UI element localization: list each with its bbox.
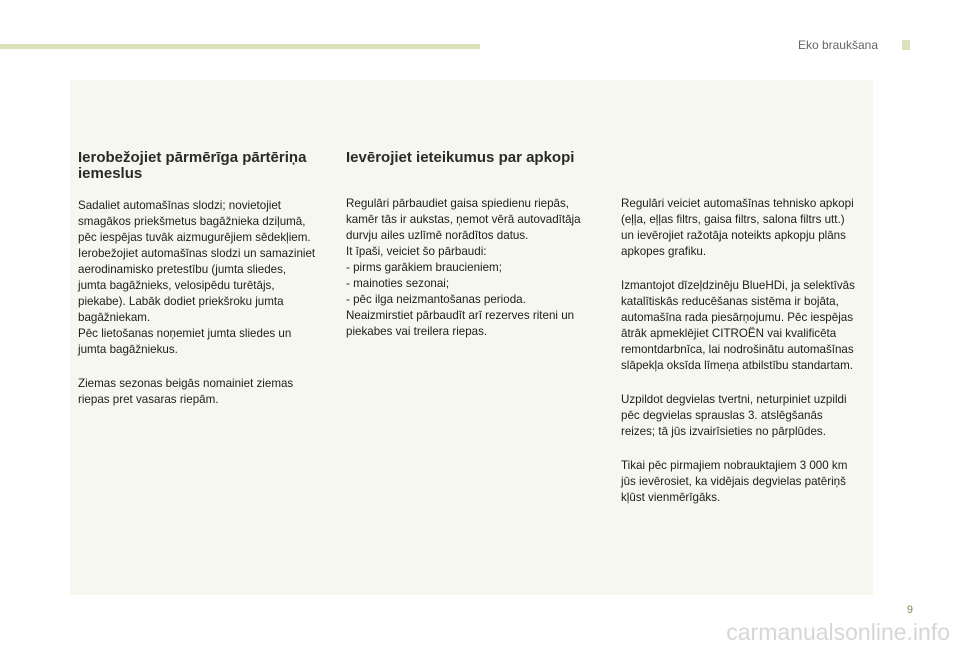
- header-accent-bar: [0, 44, 480, 49]
- page-number: 9: [906, 604, 913, 616]
- section-marker: [902, 40, 910, 50]
- right-paragraph-1: Regulāri veiciet automašīnas tehnisko apkopi (eļļa, eļļas filtrs, gaisa filtrs, salona filtrs utt.) un ievērojiet ražotāja noteikts apkopju plāns apkopes grafiku.: [621, 197, 854, 258]
- left-heading: Ierobežojiet pārmērīga pārtēriņa iemeslus: [78, 149, 307, 182]
- watermark: carmanualsonline.info: [726, 619, 950, 645]
- left-column: [78, 150, 328, 408]
- right-paragraph-2: Izmantojot dīzeļdzinēju BlueHDi, ja selektīvās katalītiskās reducēšanas sistēma ir bojāta, automašīna rada piesārņojumu. Pēc iespējas ātrāk apmeklējiet CITROËN vai kvalificēta remontdarbnīca, lai nodrošinātu automašīnas slāpekļa oksīda līmeņa atbilstību standartam.: [621, 279, 855, 372]
- content-panel: [70, 80, 873, 595]
- right-paragraph-3: Uzpildot degvielas tvertni, neturpiniet uzpildi pēc degvielas sprauslas 3. atslēgšanās reizes; tā jūs izvairīsieties no pārplūdes.: [621, 393, 847, 438]
- left-paragraph-1: Sadaliet automašīnas slodzi; novietojiet smagākos priekšmetus bagāžnieka dziļumā, pēc iespējas tuvāk aizmugurējiem sēdekļiem. Ierobežojiet automašīnas slodzi un samaziniet aerodinamisko pretestību (jumta sliedes, jumta bagāžnieks, velosipēdu turētājs, piekabe). Labāk dodiet priekšroku jumta bagāžniekam. Pēc lietošanas noņemiet jumta sliedes un jumta bagāžniekus.: [78, 199, 316, 356]
- middle-paragraph-1: Regulāri pārbaudiet gaisa spiedienu riepās, kamēr tās ir aukstas, ņemot vērā autovadītāja durvju ailes uzlīmē norādītos datus. It īpaši, veiciet šo pārbaudi: - pirms garākiem braucieniem; - mainoties sezonai; - pēc ilga neizmantošanas perioda. Neaizmirstiet pārbaudīt arī rezerves riteni un piekabes vai treilera riepas.: [346, 197, 581, 338]
- right-paragraph-4: Tikai pēc pirmajiem nobrauktajiem 3 000 km jūs ievērosiet, ka vidējais degvielas patēriņš kļūst vienmērīgāks.: [621, 459, 848, 504]
- left-paragraph-2: Ziemas sezonas beigās nomainiet ziemas riepas pret vasaras riepām.: [78, 377, 294, 406]
- middle-heading: Ievērojiet ieteikumus par apkopi: [346, 149, 575, 166]
- section-title: Eko braukšana: [797, 38, 878, 52]
- right-column: [621, 196, 861, 506]
- middle-column: [346, 150, 596, 340]
